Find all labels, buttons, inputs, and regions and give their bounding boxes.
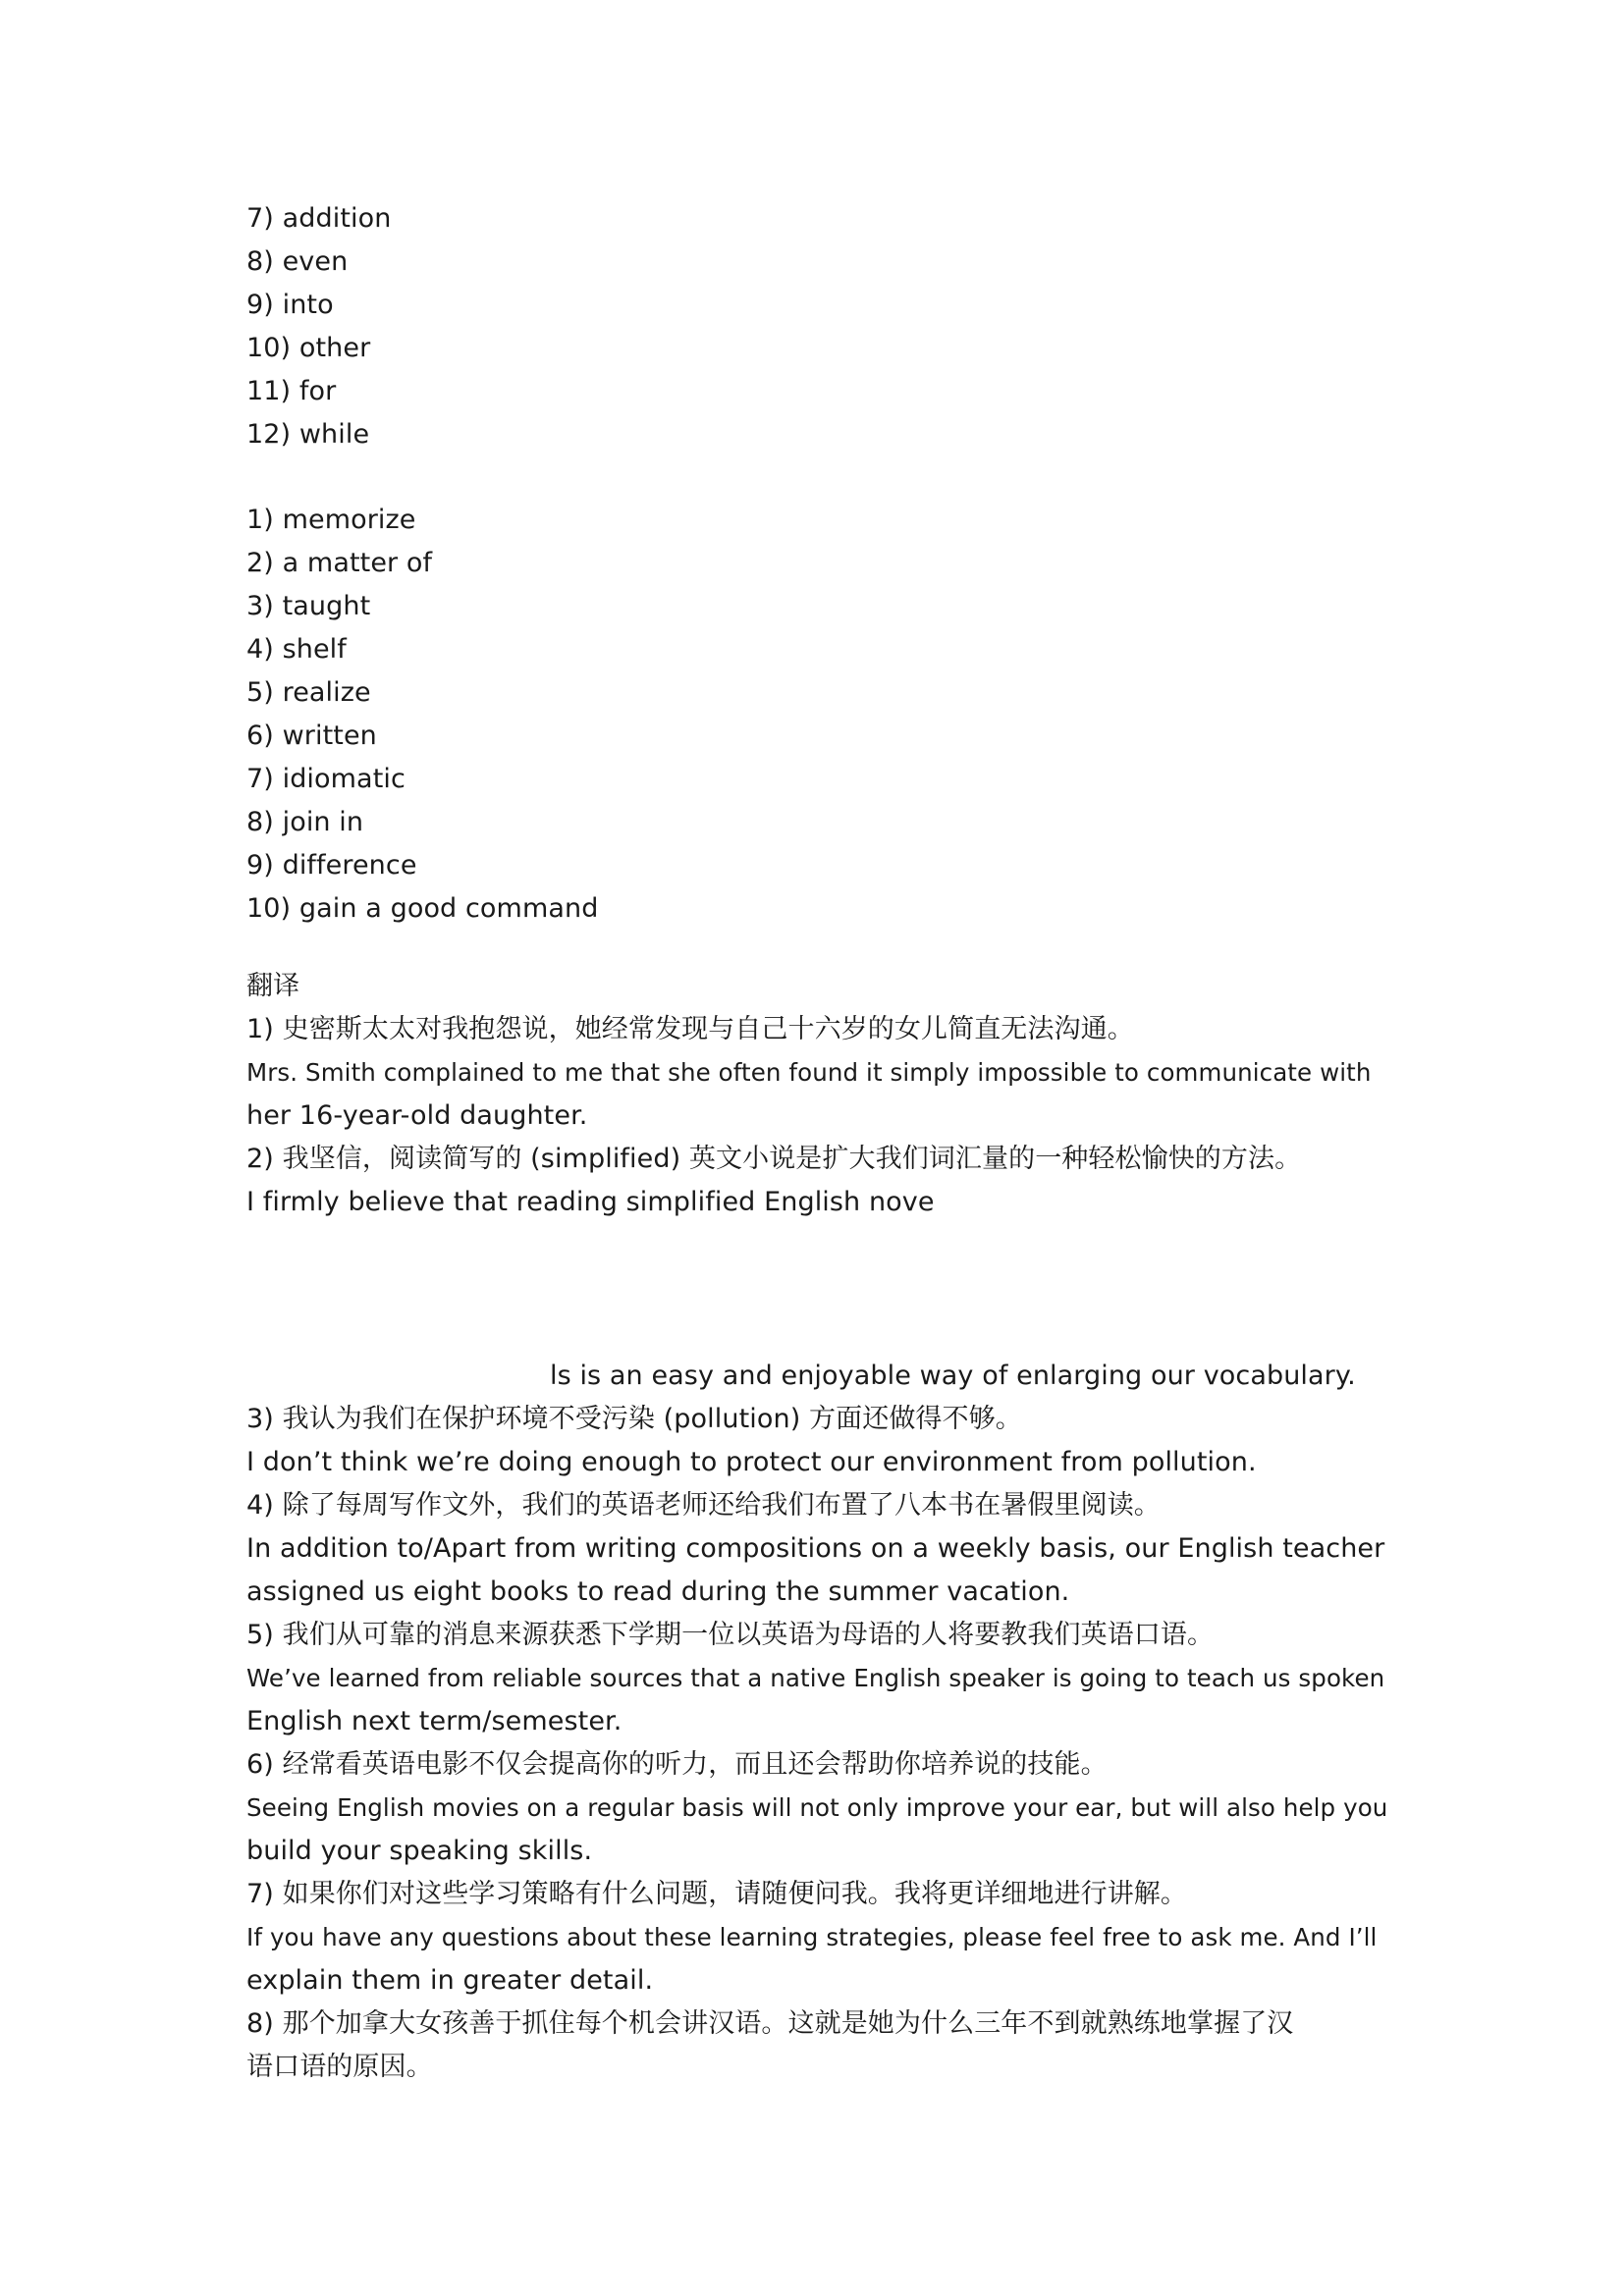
english-translation: I don’t think we’re doing enough to protect our environment from pollution.: [246, 1447, 1257, 1477]
english-translation: explain them in greater detail.: [246, 1965, 654, 1996]
chinese-sentence: 语口语的原因。: [246, 2052, 433, 2082]
answer-list-continued: [246, 197, 1390, 456]
english-translation: Mrs. Smith complained to me that she often found it simply impossible to communicate with: [246, 1058, 1372, 1087]
list-item: 10) gain a good command: [246, 893, 599, 924]
english-translation: build your speaking skills.: [246, 1836, 593, 1866]
english-translation: In addition to/Apart from writing compositions on a weekly basis, our English teacher: [246, 1533, 1385, 1564]
english-translation: We’ve learned from reliable sources that a native English speaker is going to teach us spoken: [246, 1664, 1385, 1692]
english-translation: If you have any questions about these learning strategies, please feel free to ask me. And I’ll: [246, 1923, 1378, 1951]
english-translation: Seeing English movies on a regular basis will not only improve your ear, but will also help you: [246, 1793, 1388, 1822]
list-item: 11) for: [246, 376, 337, 406]
list-item: 4) shelf: [246, 634, 347, 665]
chinese-sentence: 3) 我认为我们在保护环境不受污染 (pollution) 方面还做得不够。: [246, 1404, 1022, 1434]
chinese-sentence: 1) 史密斯太太对我抱怨说，她经常发现与自己十六岁的女儿简直无法沟通。: [246, 1014, 1134, 1044]
list-item: 7) addition: [246, 203, 392, 234]
list-item: 9) difference: [246, 850, 417, 881]
translation-continuation: [550, 1355, 1394, 1398]
answer-list: [246, 499, 1390, 931]
list-item: 2) a matter of: [246, 548, 433, 578]
english-translation: assigned us eight books to read during the summer vacation.: [246, 1576, 1070, 1607]
chinese-sentence: 7) 如果你们对这些学习策略有什么问题，请随便问我。我将更详细地进行讲解。: [246, 1879, 1187, 1909]
english-translation: ls is an easy and enjoyable way of enlarging our vocabulary.: [550, 1361, 1356, 1391]
list-item: 8) even: [246, 246, 349, 277]
chinese-sentence: 5) 我们从可靠的消息来源获悉下学期一位以英语为母语的人将要教我们英语口语。: [246, 1620, 1215, 1650]
chinese-sentence: 8) 那个加拿大女孩善于抓住每个机会讲汉语。这就是她为什么三年不到就熟练地掌握了汉: [246, 2008, 1294, 2039]
list-item: 8) join in: [246, 807, 364, 837]
english-translation: her 16-year-old daughter.: [246, 1100, 588, 1131]
chinese-sentence: 6) 经常看英语电影不仅会提高你的听力，而且还会帮助你培养说的技能。: [246, 1749, 1108, 1780]
english-translation: English next term/semester.: [246, 1706, 623, 1736]
translation-section-top: [246, 965, 1390, 1224]
list-item: 7) idiomatic: [246, 764, 406, 794]
list-item: 12) while: [246, 419, 370, 450]
list-item: 10) other: [246, 333, 371, 363]
list-item: 9) into: [246, 290, 334, 320]
list-item: 1) memorize: [246, 505, 416, 535]
list-item: 6) written: [246, 721, 377, 751]
list-item: 3) taught: [246, 591, 371, 621]
english-translation: I firmly believe that reading simplified English nove: [246, 1187, 935, 1217]
translation-section-bottom: [246, 1398, 1390, 2089]
chinese-sentence: 4) 除了每周写作文外，我们的英语老师还给我们布置了八本书在暑假里阅读。: [246, 1490, 1161, 1521]
list-item: 5) realize: [246, 677, 371, 708]
section-heading: 翻译: [246, 971, 300, 1001]
chinese-sentence: 2) 我坚信，阅读简写的 (simplified) 英文小说是扩大我们词汇量的一种轻松愉快的方法。: [246, 1144, 1302, 1174]
